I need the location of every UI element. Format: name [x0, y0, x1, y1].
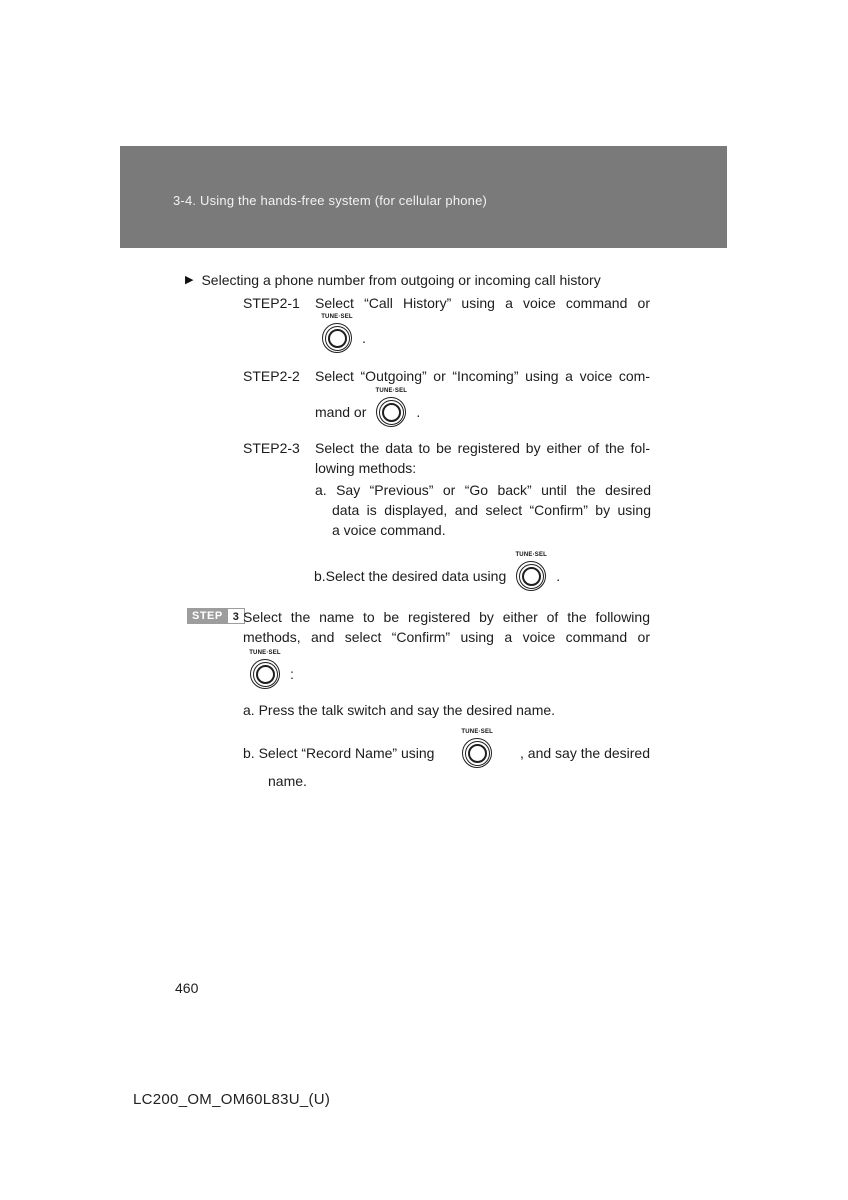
- step3-item-a: a. Press the talk switch and say the desired name.: [243, 702, 556, 718]
- item-a-line3: a voice command.: [332, 522, 446, 538]
- step3-text-line1: Select the name to be registered by either of the following: [243, 609, 650, 625]
- step3-item-b-line2: name.: [268, 773, 307, 789]
- step2-3-item-b: [314, 552, 560, 591]
- knob-circle: [322, 323, 352, 353]
- tune-sel-knob-icon: [514, 552, 548, 591]
- tune-sel-knob-label: TUNE·SEL: [461, 729, 494, 735]
- step2-1-period: .: [362, 330, 366, 346]
- item-b-text: b.Select the desired data using: [314, 568, 507, 584]
- step2-3-label: STEP2-3: [243, 440, 300, 456]
- document-code: LC200_OM_OM60L83U_(U): [133, 1091, 331, 1108]
- step3-colon: :: [290, 666, 294, 682]
- section-heading-text: Selecting a phone number from outgoing or incoming call history: [201, 272, 601, 288]
- item-b-text-post: , and say the desired: [520, 745, 650, 761]
- knob-circle: [376, 397, 406, 427]
- step2-2-knob-row: [315, 388, 420, 427]
- step3-text-line2: methods, and select “Confirm” using a voice command or: [243, 629, 650, 645]
- step2-3-text-line2: lowing methods:: [315, 460, 417, 476]
- step3-badge-number: 3: [227, 608, 245, 624]
- item-b-period: .: [556, 568, 561, 584]
- step2-2-label: STEP2-2: [243, 368, 300, 384]
- step2-1-text: Select “Call History” using a voice command or: [315, 295, 650, 311]
- tune-sel-knob-label: TUNE·SEL: [249, 650, 281, 656]
- step2-2-period: .: [416, 404, 421, 420]
- step2-3-item-a: [315, 480, 651, 540]
- triangle-bullet-icon: ▶: [185, 274, 194, 286]
- page-number: 460: [175, 980, 199, 996]
- step3-badge-step: STEP: [187, 608, 227, 624]
- step2-1-knob-row: [320, 314, 366, 353]
- step3-knob-row: [248, 650, 294, 689]
- knob-circle: [462, 738, 492, 768]
- step2-2-text: Select “Outgoing” or “Incoming” using a voice com-: [315, 368, 650, 384]
- item-a-line1: a. Say “Previous” or “Go back” until the desired: [315, 482, 651, 498]
- tune-sel-knob-icon: [320, 314, 354, 353]
- tune-sel-knob-label: TUNE·SEL: [515, 552, 548, 558]
- step2-2-text-cont: mand or: [315, 404, 367, 420]
- chapter-title: 3-4. Using the hands-free system (for cellular phone): [173, 193, 488, 208]
- step2-3-text-line1: Select the data to be registered by either of the fol-: [315, 440, 650, 456]
- tune-sel-knob-label: TUNE·SEL: [375, 388, 408, 394]
- item-b-text-pre: b. Select “Record Name” using: [243, 745, 435, 761]
- tune-sel-knob-icon: [374, 388, 408, 427]
- tune-sel-knob-icon: [248, 650, 282, 689]
- item-a-line2: data is displayed, and select “Confirm” by using: [332, 502, 651, 518]
- step2-1-label: STEP2-1: [243, 295, 300, 311]
- step3-item-b: [243, 729, 650, 768]
- section-heading: [185, 270, 601, 290]
- step3-badge: [187, 608, 245, 624]
- tune-sel-knob-label: TUNE·SEL: [321, 314, 353, 320]
- knob-circle: [516, 561, 546, 591]
- knob-circle: [250, 659, 280, 689]
- chapter-header-band: [120, 146, 727, 248]
- tune-sel-knob-icon: [460, 729, 494, 768]
